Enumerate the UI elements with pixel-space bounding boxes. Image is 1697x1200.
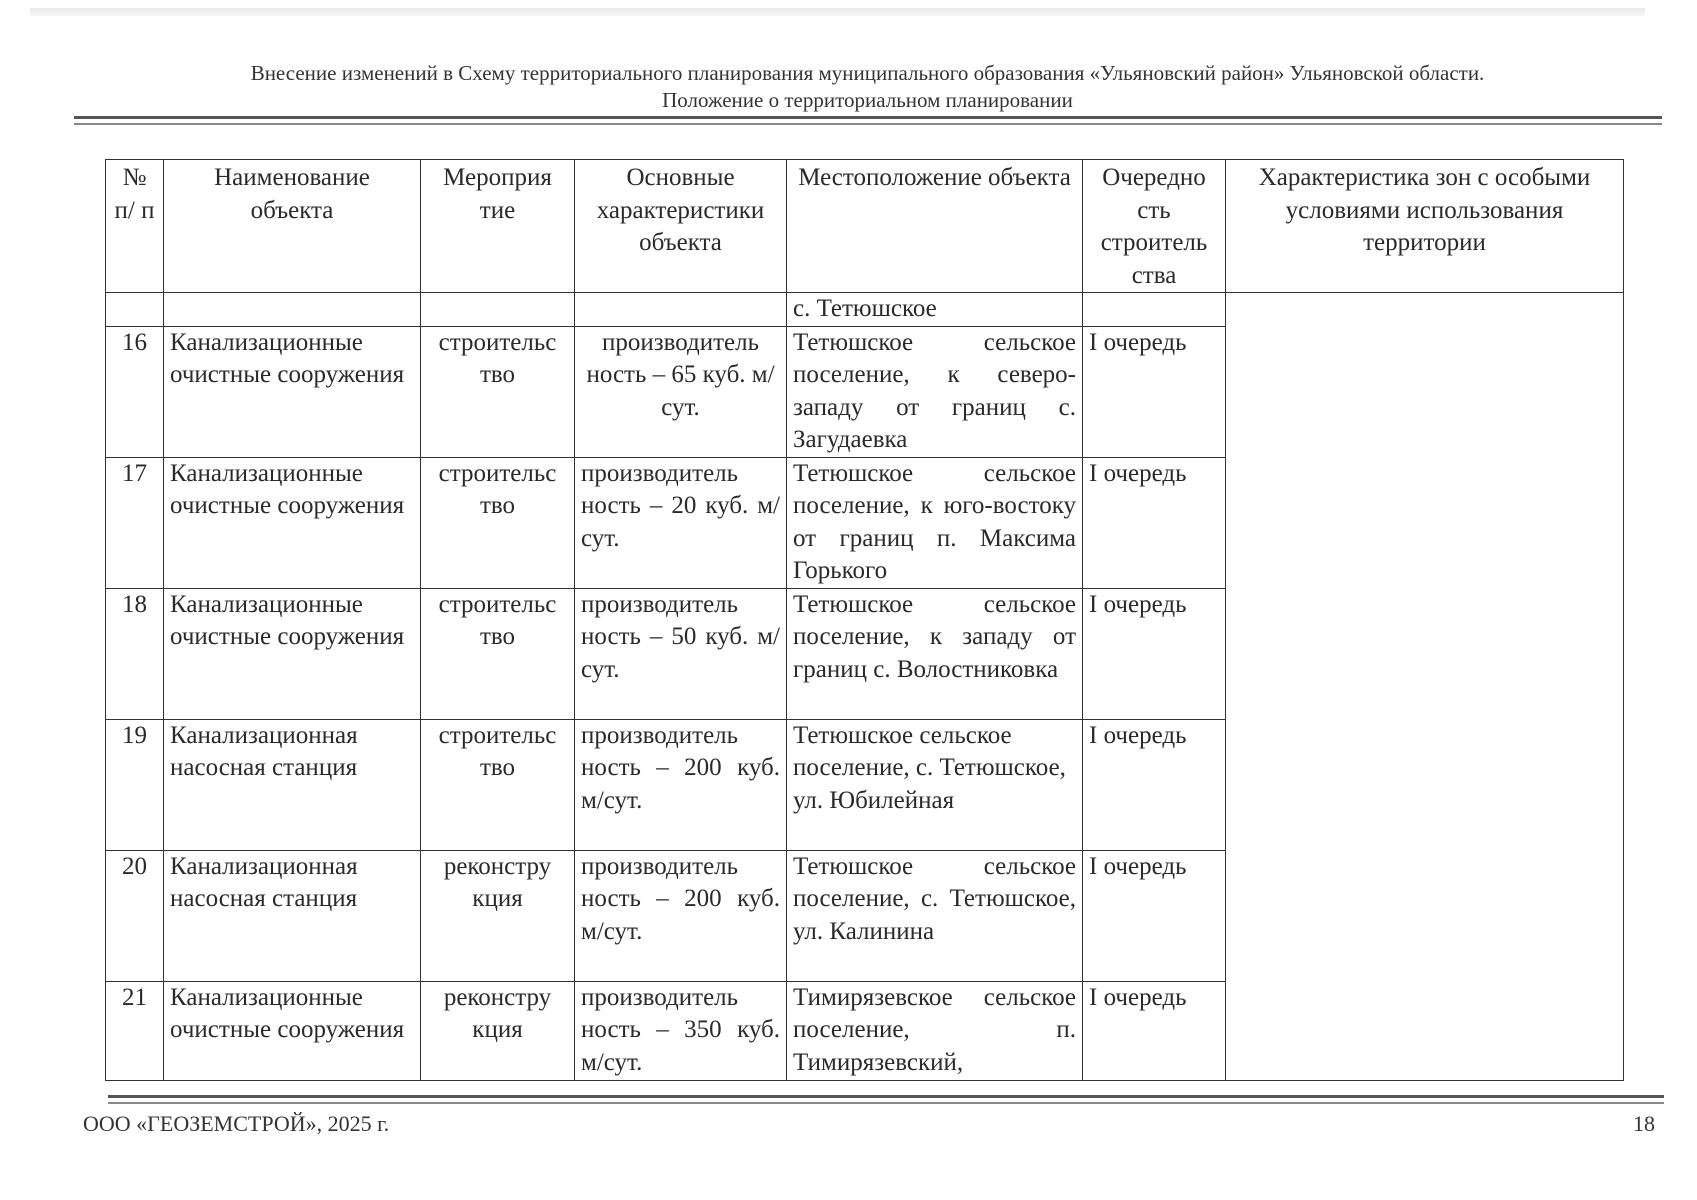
row-event: строительс тво bbox=[421, 588, 575, 719]
row-num: 21 bbox=[106, 981, 164, 1080]
col-header-location: Местоположение объекта bbox=[787, 160, 1083, 293]
row-location: Тетюшское сельское поселение, с. Тетюшское, ул. Калинина bbox=[787, 850, 1083, 981]
row-location: Тимирязевское сельское поселение, п. Тимирязевский, bbox=[787, 981, 1083, 1080]
row-chars: производитель ность – 200 куб. м/сут. bbox=[575, 850, 787, 981]
col-header-name: Наименование объекта bbox=[164, 160, 421, 293]
row-name: Канализационная насосная станция bbox=[164, 719, 421, 850]
row-event: реконстру кция bbox=[421, 981, 575, 1080]
row-stage: I очередь bbox=[1083, 588, 1226, 719]
carry-name bbox=[164, 293, 421, 327]
row-stage: I очередь bbox=[1083, 457, 1226, 588]
col-header-chars: Основные характеристики объекта bbox=[575, 160, 787, 293]
header-rule bbox=[74, 116, 1662, 125]
document-header bbox=[0, 60, 1697, 114]
row-chars: производитель ность – 65 куб. м/сут. bbox=[575, 326, 787, 457]
header-subtitle: Положение о территориальном планировании bbox=[662, 88, 1073, 112]
zones-cell bbox=[1226, 293, 1624, 1081]
row-chars: производитель ность – 20 куб. м/сут. bbox=[575, 457, 787, 588]
row-name: Канализационные очистные сооружения bbox=[164, 326, 421, 457]
carry-stage bbox=[1083, 293, 1226, 327]
row-name: Канализационная насосная станция bbox=[164, 850, 421, 981]
col-header-zones: Характеристика зон с особыми условиями использования территории bbox=[1226, 160, 1624, 293]
carry-event bbox=[421, 293, 575, 327]
footer-rule bbox=[108, 1095, 1664, 1104]
row-event: строительс тво bbox=[421, 326, 575, 457]
row-name: Канализационные очистные сооружения bbox=[164, 457, 421, 588]
page-number: 18 bbox=[1633, 1111, 1655, 1136]
row-chars: производитель ность – 200 куб. м/сут. bbox=[575, 719, 787, 850]
carry-num bbox=[106, 293, 164, 327]
objects-table bbox=[105, 159, 1624, 1081]
row-location: Тетюшское сельское поселение, к западу от границ с. Волостниковка bbox=[787, 588, 1083, 719]
row-num: 19 bbox=[106, 719, 164, 850]
row-num: 18 bbox=[106, 588, 164, 719]
row-stage: I очередь bbox=[1083, 981, 1226, 1080]
footer-company: ООО «ГЕОЗЕМСТРОЙ», 2025 г. bbox=[83, 1111, 390, 1136]
row-location: Тетюшское сельское поселение, с. Тетюшское, ул. Юбилейная bbox=[787, 719, 1083, 850]
col-header-stage: Очередно сть строитель ства bbox=[1083, 160, 1226, 293]
row-chars: производитель ность – 50 куб. м/сут. bbox=[575, 588, 787, 719]
row-stage: I очередь bbox=[1083, 326, 1226, 457]
row-stage: I очередь bbox=[1083, 719, 1226, 850]
carry-chars bbox=[575, 293, 787, 327]
col-header-num: № п/ п bbox=[106, 160, 164, 293]
row-name: Канализационные очистные сооружения bbox=[164, 588, 421, 719]
row-event: реконстру кция bbox=[421, 850, 575, 981]
row-stage: I очередь bbox=[1083, 850, 1226, 981]
row-chars: производитель ность – 350 куб. м/сут. bbox=[575, 981, 787, 1080]
scan-edge bbox=[30, 8, 1645, 16]
row-location: Тетюшское сельское поселение, к юго-востоку от границ п. Максима Горького bbox=[787, 457, 1083, 588]
row-location: Тетюшское сельское поселение, к северо-западу от границ с. Загудаевка bbox=[787, 326, 1083, 457]
header-row bbox=[106, 160, 1624, 293]
row-num: 20 bbox=[106, 850, 164, 981]
row-event: строительс тво bbox=[421, 457, 575, 588]
row-name: Канализационные очистные сооружения bbox=[164, 981, 421, 1080]
header-title: Внесение изменений в Схему территориального планирования муниципального образования «Ульяновский район» Ульяновской области. bbox=[250, 61, 1485, 85]
row-event: строительс тво bbox=[421, 719, 575, 850]
carry-location: с. Тетюшское bbox=[787, 293, 1083, 327]
col-header-event: Мероприя тие bbox=[421, 160, 575, 293]
carry-over-row bbox=[106, 293, 1624, 327]
row-num: 16 bbox=[106, 326, 164, 457]
row-num: 17 bbox=[106, 457, 164, 588]
